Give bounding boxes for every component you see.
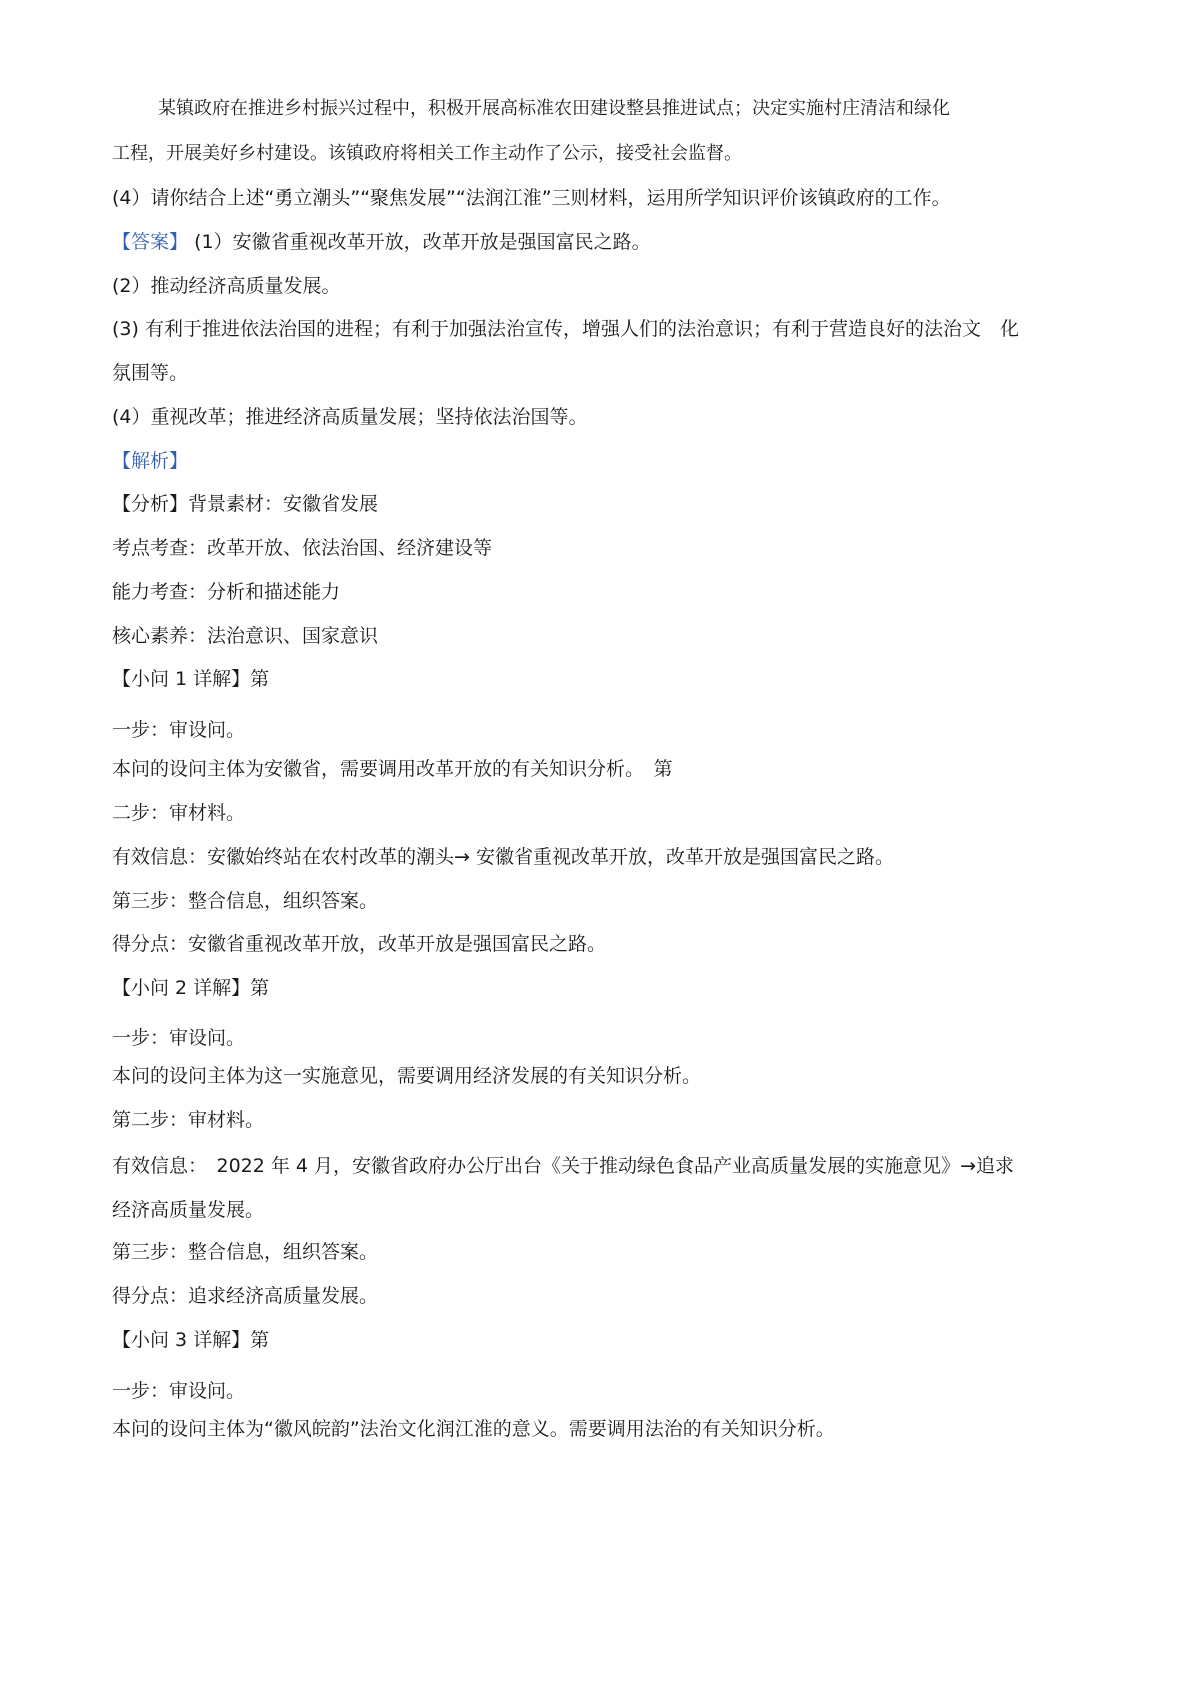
q3-step-1-text: 本问的设问主体为“徽风皖韵”法治文化润江淮的意义。需要调用法治的有关知识分析。 — [112, 1418, 835, 1440]
q1-heading: 【小问 1 详解】第 — [112, 668, 270, 690]
material-line-1: 某镇政府在推进乡村振兴过程中，积极开展高标准农田建设整县推进试点；决定实施村庄清洁和绿化 — [158, 98, 950, 119]
material-line-2: 工程，开展美好乡村建设。该镇政府将相关工作主动作了公示，接受社会监督。 — [112, 143, 742, 164]
q1-step-3: 第三步：整合信息，组织答案。 — [112, 890, 379, 912]
answer-3-line-2: 氛围等。 — [112, 362, 189, 384]
q2-step-2-text-line-2: 经济高质量发展。 — [112, 1199, 265, 1221]
analysis-line-3: 能力考查：分析和描述能力 — [112, 581, 341, 603]
q3-step-1: 一步：审设问。 — [112, 1380, 246, 1402]
q3-heading: 【小问 3 详解】第 — [112, 1329, 270, 1351]
q1-step-2-text: 有效信息：安徽始终站在农村改革的潮头→ 安徽省重视改革开放，改革开放是强国富民之路。 — [112, 846, 894, 868]
q2-step-3: 第三步：整合信息，组织答案。 — [112, 1241, 379, 1263]
q1-step-1: 一步：审设问。 — [112, 719, 246, 741]
q1-score: 得分点：安徽省重视改革开放，改革开放是强国富民之路。 — [112, 933, 607, 955]
analysis-line-2: 考点考查：改革开放、依法治国、经济建设等 — [112, 537, 493, 559]
answer-3-line-1: (3) 有利于推进依法治国的进程；有利于加强法治宣传，增强人们的法治意识；有利于营造良好的法治文 化 — [112, 318, 1019, 340]
answer-tag: 【答案】 — [112, 231, 189, 253]
q1-step-1-text: 本问的设问主体为安徽省，需要调用改革开放的有关知识分析。 第 — [112, 758, 673, 780]
analysis-tag: 【解析】 — [112, 450, 189, 472]
answer-2: (2）推动经济高质量发展。 — [112, 275, 341, 297]
analysis-line-4: 核心素养：法治意识、国家意识 — [112, 625, 379, 647]
q2-step-2-text-line-1: 有效信息： 2022 年 4 月，安徽省政府办公厅出台《关于推动绿色食品产业高质量发展的实施意见》→追求 — [112, 1155, 1014, 1177]
answer-line-1 — [112, 229, 651, 255]
answer-4: (4）重视改革；推进经济高质量发展；坚持依法治国等。 — [112, 406, 588, 428]
question-4: (4）请你结合上述“勇立潮头”“聚焦发展”“法润江淮”三则材料，运用所学知识评价该镇政府的工作。 — [112, 187, 951, 209]
q2-score: 得分点：追求经济高质量发展。 — [112, 1285, 379, 1307]
q2-step-1: 一步：审设问。 — [112, 1027, 246, 1049]
answer-1: (1）安徽省重视改革开放，改革开放是强国富民之路。 — [194, 231, 651, 253]
q2-step-1-text: 本问的设问主体为这一实施意见，需要调用经济发展的有关知识分析。 — [112, 1065, 702, 1087]
q1-step-2: 二步：审材料。 — [112, 802, 246, 824]
q2-heading: 【小问 2 详解】第 — [112, 977, 270, 999]
q2-step-2: 第二步：审材料。 — [112, 1109, 265, 1131]
analysis-line-1: 【分析】背景素材：安徽省发展 — [112, 493, 379, 515]
